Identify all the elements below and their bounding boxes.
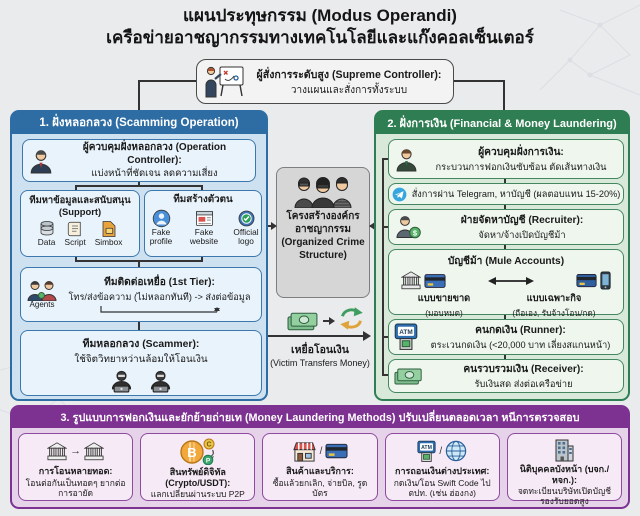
laundering-panel bbox=[10, 405, 630, 509]
credit-card-icon bbox=[325, 443, 348, 459]
telegram-icon bbox=[392, 187, 407, 202]
first-tier-desc: โทร/ส่งข้อความ (ไม่หลอกทันที) -> ส่งต่อข้อมูล bbox=[68, 292, 251, 302]
first-tier-title: ทีมติดต่อเหยื่อ (1st Tier): bbox=[104, 277, 215, 288]
fake-website-icon bbox=[195, 209, 214, 228]
mule-right-title: แบบเฉพาะกิจ bbox=[526, 293, 582, 303]
slash-glyph: / bbox=[439, 445, 443, 457]
title-line2: เครือข่ายอาชญากรรมทางเทคโนโลยีและแก๊งคอลเซ็นเตอร์ bbox=[106, 27, 534, 47]
office-building-icon bbox=[553, 438, 575, 462]
connector bbox=[75, 185, 203, 187]
bank-card-icon bbox=[576, 273, 597, 288]
arrow-glyph: → bbox=[70, 445, 82, 457]
fake-profile-icon bbox=[152, 209, 171, 228]
script-icon bbox=[66, 220, 84, 238]
method-desc: จดทะเบียนบริษัทเปิดบัญชี รองรับยอดสูง bbox=[517, 486, 611, 507]
runner-box bbox=[388, 319, 624, 355]
businessman-icon bbox=[394, 147, 419, 172]
method-title: การโอนหลายทอด: bbox=[38, 466, 113, 477]
runner-title: คนกดเงิน (Runner): bbox=[475, 324, 566, 336]
method-title: สินทรัพย์ดิจิทัล (Crypto/USDT): bbox=[165, 467, 231, 488]
recruiter-box bbox=[388, 209, 624, 245]
arrowhead bbox=[363, 331, 371, 341]
method-multi-hop-box bbox=[18, 433, 133, 501]
atm-icon bbox=[394, 323, 418, 351]
method-desc: โอนต่อกันเป็นทอดๆ ยากต่อการอายัด bbox=[25, 477, 126, 498]
support-title: ทีมหาข้อมูลและสนับสนุน bbox=[29, 194, 131, 205]
support-item-label: Script bbox=[64, 236, 86, 247]
financial-controller-title: ผู้ควบคุมฝั่งการเงิน: bbox=[478, 146, 564, 158]
arrowhead bbox=[271, 222, 277, 230]
banknote-icon bbox=[287, 311, 320, 332]
svg-text:P: P bbox=[205, 457, 210, 465]
victim-transfer-arrow bbox=[268, 335, 366, 337]
connector bbox=[452, 80, 505, 82]
method-desc: ซื้อแล้วยกเลิก, จ่ายบิล, รูดบัตร bbox=[272, 477, 368, 498]
crime-structure-box bbox=[276, 167, 370, 298]
mule-right-desc: (ถือเอง, รับจ้างโอน/กด) bbox=[512, 308, 596, 318]
method-desc: กดเงิน/โอน Swift Code ไปตปท. (เช่น ฮ่องกง) bbox=[393, 477, 491, 498]
financial-panel-header: 2. ฝั่งการเงิน (Financial & Money Laundering) bbox=[376, 112, 628, 134]
smartphone-icon bbox=[600, 271, 611, 290]
loopback-arrow-icon bbox=[95, 306, 225, 315]
criminal-group-icon bbox=[292, 174, 354, 208]
shop-icon bbox=[292, 440, 317, 463]
financial-panel bbox=[374, 110, 630, 401]
connector bbox=[138, 260, 140, 267]
globe-icon bbox=[445, 440, 467, 462]
victim-transfer-label bbox=[252, 341, 388, 368]
scammer-desc: ใช้จิตวิทยาหว่านล้อมให้โอนเงิน bbox=[74, 354, 208, 365]
connector bbox=[138, 80, 140, 110]
mule-left-title: แบบขายขาด bbox=[417, 293, 471, 303]
operation-controller-desc: แบ่งหน้าที่ชัดเจน ลดความเสี่ยง bbox=[91, 168, 218, 179]
svg-text:B: B bbox=[187, 445, 197, 460]
support-item-label: Simbox bbox=[94, 236, 123, 247]
svg-text:C: C bbox=[206, 441, 212, 449]
slash-glyph: / bbox=[319, 445, 323, 457]
presenter-whiteboard-icon bbox=[203, 65, 245, 98]
method-desc: แลกเปลี่ยนผ่านระบบ P2P bbox=[150, 489, 245, 500]
connector bbox=[138, 322, 140, 330]
supreme-desc: วางแผนและสั่งการทั้งระบบ bbox=[290, 84, 408, 96]
receiver-box bbox=[388, 359, 624, 393]
double-arrow-icon bbox=[488, 276, 534, 286]
crime-structure-line2: (Organized Crime Structure) bbox=[281, 237, 365, 261]
page-title bbox=[0, 5, 640, 49]
mule-title: บัญชีม้า (Mule Accounts) bbox=[447, 256, 565, 267]
title-line1: แผนประทุษกรรม (Modus Operandi) bbox=[183, 6, 457, 25]
laundering-methods-row bbox=[18, 433, 622, 507]
method-title: การถอนเงินต่างประเทศ: bbox=[395, 466, 490, 477]
support-team-box bbox=[20, 190, 140, 257]
first-tier-box bbox=[20, 267, 262, 322]
mule-left-desc: (มอบหมด) bbox=[425, 308, 463, 318]
laundering-panel-header: 3. รูปแบบการฟอกเงินและยักย้ายถ่ายเท (Money Laundering Methods) ปรับเปลี่ยนตลอดเวลา หนีการตรวจสอบ bbox=[12, 407, 628, 428]
identity-item-label: Fake profile bbox=[149, 227, 173, 246]
svg-text:$: $ bbox=[412, 228, 418, 238]
operation-controller-box bbox=[22, 139, 256, 182]
agents-icon bbox=[26, 280, 58, 301]
method-overseas-box bbox=[385, 433, 500, 501]
mule-accounts-box bbox=[388, 249, 624, 318]
method-crypto-box bbox=[140, 433, 255, 501]
identity-team-box bbox=[144, 190, 262, 257]
crime-structure-line1: โครงสร้างองค์กรอาชญากรรม bbox=[286, 211, 360, 235]
financial-controller-desc: กระบวนการฟอกเงินซับซ้อน ตัดเส้นทางเงิน bbox=[435, 161, 607, 172]
supreme-title: ผู้สั่งการระดับสูง (Supreme Controller): bbox=[256, 68, 442, 81]
receiver-title: คนรวบรวมเงิน (Receiver): bbox=[463, 363, 584, 375]
support-subtitle: (Support) bbox=[58, 205, 102, 217]
bank-icon bbox=[47, 442, 67, 461]
telegram-text: สั่งการผ่าน Telegram, หาบัญชี (ผลตอบแทน 15-20%) bbox=[411, 188, 621, 199]
identity-item-label: Official logo bbox=[233, 227, 259, 246]
victim-line1: เหยื่อโอนเงิน bbox=[291, 344, 349, 356]
supreme-controller-box bbox=[196, 59, 454, 104]
method-title: สินค้าและบริการ: bbox=[286, 466, 354, 477]
svg-text:ATM: ATM bbox=[421, 444, 433, 451]
simcard-icon bbox=[100, 220, 118, 238]
hacker-laptop-icon bbox=[147, 370, 174, 393]
financial-controller-box bbox=[388, 139, 624, 179]
bank-icon bbox=[84, 442, 104, 461]
method-goods-box bbox=[262, 433, 377, 501]
connector bbox=[139, 80, 196, 82]
database-icon bbox=[38, 220, 56, 238]
scammer-title: ทีมหลอกลวง (Scammer): bbox=[82, 339, 200, 350]
bank-icon bbox=[401, 271, 421, 290]
operation-controller-title: ผู้ควบคุมฝั่งหลอกลวง (Operation Controller): bbox=[82, 142, 227, 166]
recruiter-title: ฝ่ายจัดหาบัญชี (Recruiter): bbox=[460, 214, 584, 226]
exchange-icon bbox=[338, 306, 365, 331]
runner-desc: ตระเวนกดเงิน (<20,000 บาท เลี่ยงสแกนหน้า) bbox=[430, 339, 611, 350]
receiver-desc: รับเงินสด ส่งต่อเครือข่าย bbox=[474, 378, 573, 389]
identity-item-label: Fake website bbox=[189, 227, 219, 246]
svg-text:ATM: ATM bbox=[399, 328, 413, 336]
arrowhead bbox=[329, 317, 335, 325]
businessman-icon bbox=[28, 148, 54, 174]
victim-line2: (Victim Transfers Money) bbox=[270, 358, 370, 368]
bank-card-icon bbox=[424, 273, 446, 289]
telegram-box bbox=[388, 183, 624, 205]
hacker-laptop-icon bbox=[108, 370, 135, 393]
method-title: นิติบุคคลบังหน้า (บจก./หจก.): bbox=[519, 464, 610, 485]
connector bbox=[503, 80, 505, 110]
identity-title: ทีมสร้างตัวตน bbox=[173, 194, 233, 205]
support-item-label: Data bbox=[37, 236, 56, 247]
atm-icon bbox=[417, 440, 436, 463]
connector bbox=[382, 158, 384, 376]
recruiter-desc: จัดหา/จ้างเปิดบัญชีม้า bbox=[478, 229, 566, 240]
scammer-team-box bbox=[20, 330, 262, 396]
scamming-panel-header: 1. ฝั่งหลอกลวง (Scamming Operation) bbox=[12, 112, 266, 134]
method-shell-company-box bbox=[507, 433, 622, 507]
bitcoin-icon bbox=[180, 438, 216, 465]
recruiter-icon bbox=[394, 215, 421, 239]
cash-icon bbox=[394, 367, 424, 386]
agents-label: Agents bbox=[29, 299, 55, 309]
official-logo-icon bbox=[237, 209, 256, 228]
scamming-panel bbox=[10, 110, 268, 401]
